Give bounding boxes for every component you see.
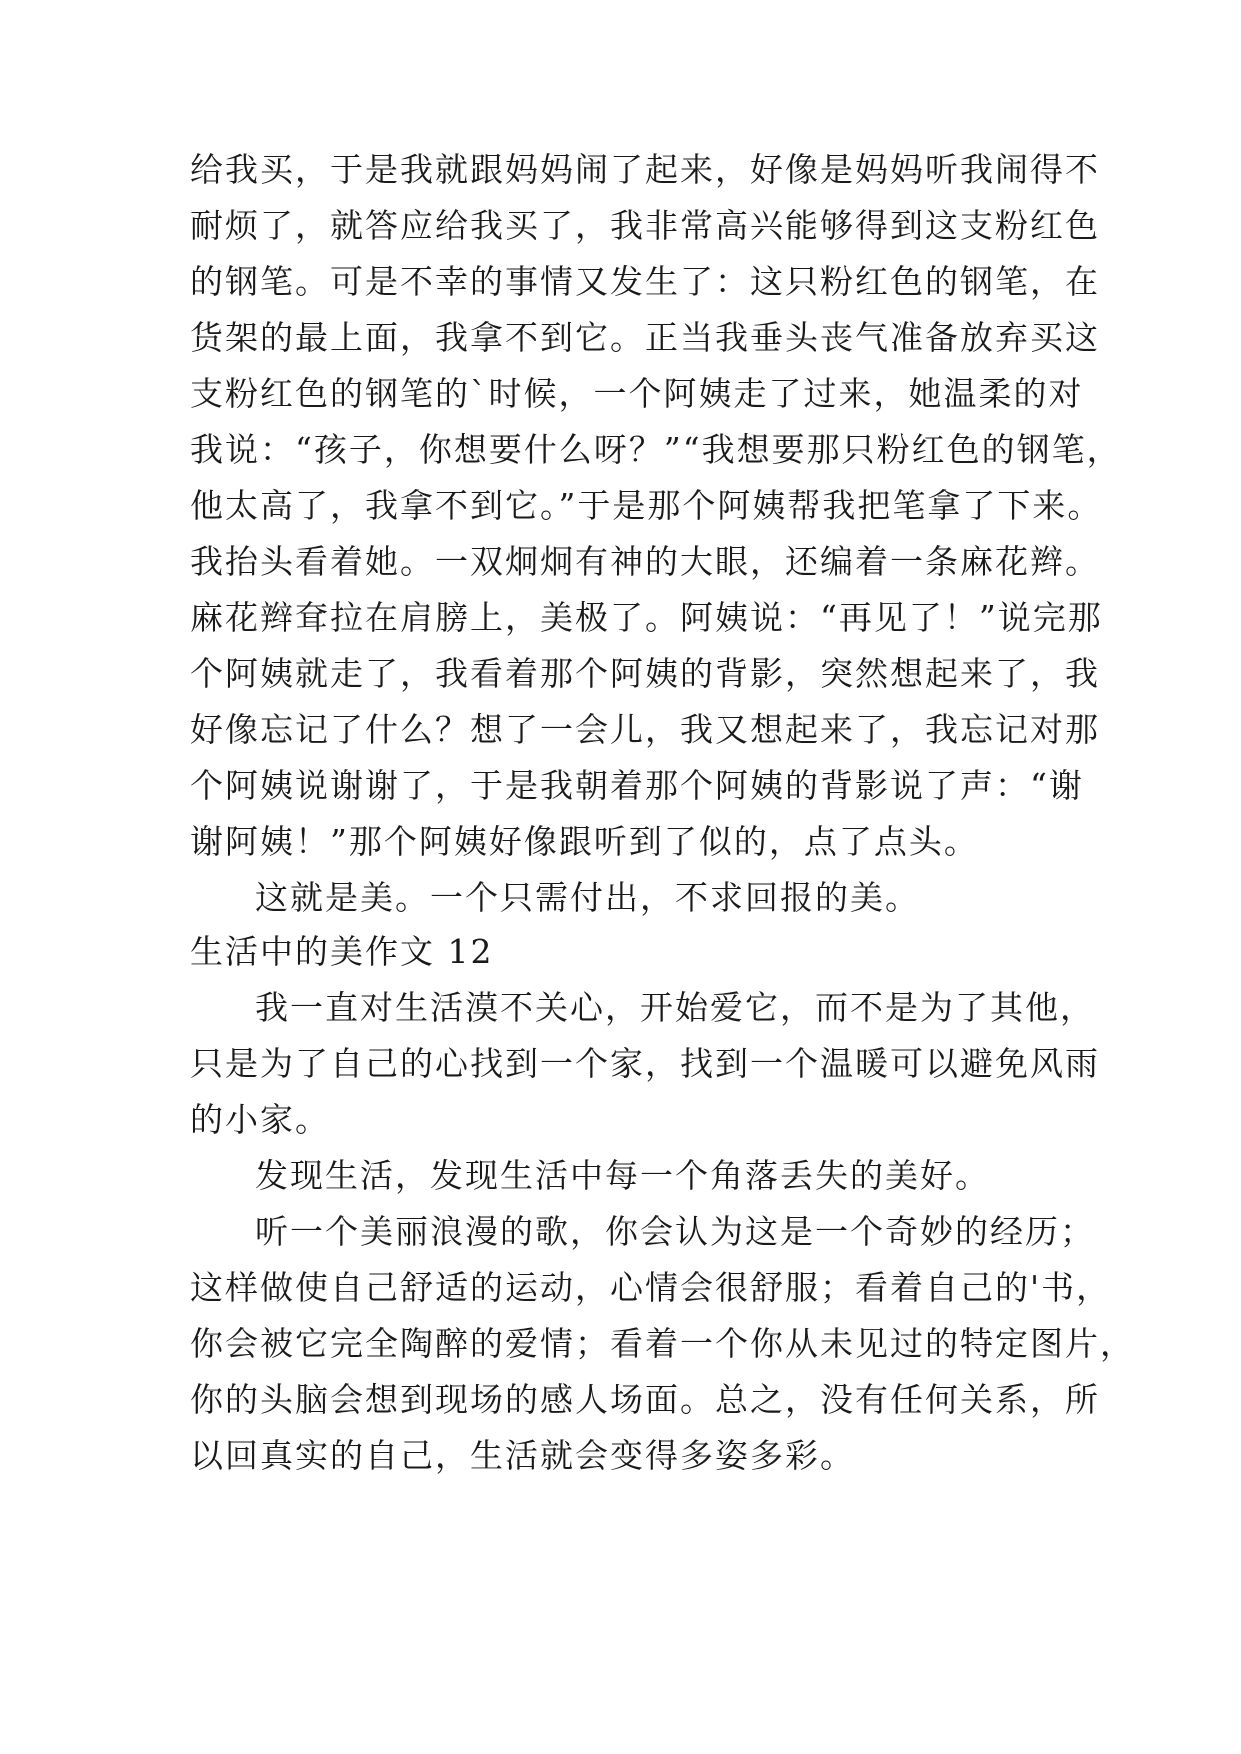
paragraph-first-line: 我一直对生活漠不关心，开始爱它，而不是为了其他， — [255, 988, 1095, 1027]
text-line: 的小家。 — [190, 1100, 330, 1139]
text-line: 你会被它完全陶醉的爱情；看着一个你从未见过的特定图片， — [190, 1324, 1135, 1363]
text-line: 个阿姨说谢谢了，于是我朝着那个阿姨的背影说了声：“谢 — [190, 766, 1084, 805]
text-line: 只是为了自己的心找到一个家，找到一个温暖可以避免风雨 — [190, 1044, 1100, 1083]
paragraph-first-line: 发现生活，发现生活中每一个角落丢失的美好。 — [255, 1156, 990, 1195]
text-line: 的钢笔。可是不幸的事情又发生了：这只粉红色的钢笔，在 — [190, 262, 1100, 301]
paragraph-first-line: 听一个美丽浪漫的歌，你会认为这是一个奇妙的经历； — [255, 1212, 1095, 1251]
text-line: 麻花辫耷拉在肩膀上，美极了。阿姨说：“再见了！”说完那 — [190, 598, 1103, 637]
text-line: 他太高了，我拿不到它。”于是那个阿姨帮我把笔拿了下来。 — [190, 486, 1103, 525]
paragraph-first-line: 这就是美。一个只需付出，不求回报的美。 — [255, 878, 920, 917]
text-line: 谢阿姨！”那个阿姨好像跟听到了似的，点了点头。 — [190, 822, 979, 861]
text-line: 好像忘记了什么？想了一会儿，我又想起来了，我忘记对那 — [190, 710, 1100, 749]
section-heading: 生活中的美作文 12 — [190, 932, 494, 971]
text-line: 这样做使自己舒适的运动，心情会很舒服；看着自己的'书， — [190, 1268, 1112, 1307]
text-line: 我说：“孩子，你想要什么呀？”“我想要那只粉红色的钢笔， — [190, 430, 1122, 469]
text-line: 给我买，于是我就跟妈妈闹了起来，好像是妈妈听我闹得不 — [190, 150, 1100, 189]
text-line: 支粉红色的钢笔的`时候，一个阿姨走了过来，她温柔的对 — [190, 374, 1084, 413]
text-line: 以回真实的自己，生活就会变得多姿多彩。 — [190, 1436, 855, 1475]
text-line: 个阿姨就走了，我看着那个阿姨的背影，突然想起来了，我 — [190, 654, 1100, 693]
text-line: 你的头脑会想到现场的感人场面。总之，没有任何关系，所 — [190, 1380, 1100, 1419]
text-line: 耐烦了，就答应给我买了，我非常高兴能够得到这支粉红色 — [190, 206, 1100, 245]
text-line: 我抬头看着她。一双炯炯有神的大眼，还编着一条麻花辫。 — [190, 542, 1100, 581]
text-line: 货架的最上面，我拿不到它。正当我垂头丧气准备放弃买这 — [190, 318, 1100, 357]
